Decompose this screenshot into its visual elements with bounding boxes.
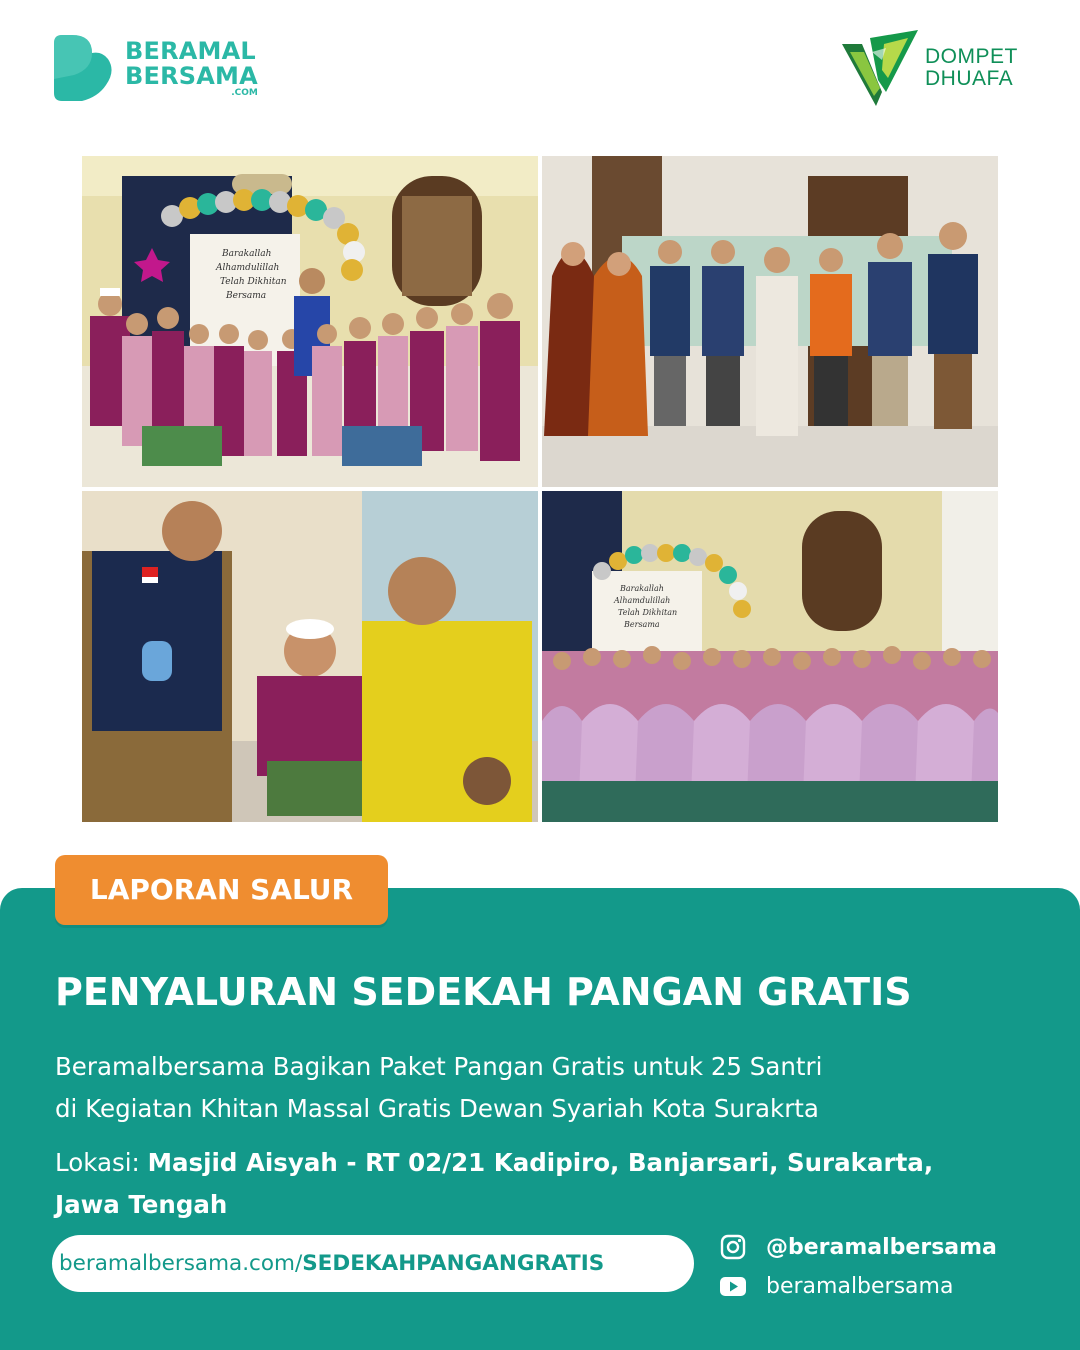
photo-children-group-mosque bbox=[82, 156, 538, 487]
page-title: PENYALURAN SEDEKAH PANGAN GRATIS bbox=[55, 970, 912, 1014]
description bbox=[55, 1046, 1045, 1130]
location-value-line-1: Masjid Aisyah - RT 02/21 Kadipiro, Banjarsari, Surakarta, bbox=[147, 1148, 934, 1177]
youtube-icon bbox=[719, 1272, 747, 1300]
instagram-handle[interactable] bbox=[719, 1231, 997, 1263]
beramal-bersama-logo bbox=[54, 35, 258, 101]
location-label: Lokasi: bbox=[55, 1148, 148, 1177]
banner-text-4: Bersama bbox=[624, 620, 660, 629]
photo-children-and-women-group bbox=[542, 491, 998, 822]
logo-right-line-2: DHUAFA bbox=[925, 67, 1014, 90]
dompet-dhuafa-emblem-icon bbox=[842, 30, 922, 106]
location bbox=[55, 1142, 1065, 1226]
banner-text-3: Telah Dikhitan bbox=[618, 608, 678, 617]
logo-line-3: .COM bbox=[231, 88, 258, 98]
small-child bbox=[463, 757, 511, 805]
photo-collage bbox=[82, 156, 998, 822]
dompet-dhuafa-logo bbox=[842, 30, 1018, 106]
instagram-icon bbox=[719, 1233, 747, 1261]
banner-text-2: Alhamdulillah bbox=[216, 263, 280, 273]
logo-right-line-1: DOMPET bbox=[925, 45, 1018, 68]
banner-text-4: Bersama bbox=[226, 291, 267, 301]
report-badge: LAPORAN SALUR bbox=[55, 855, 388, 925]
logo-line-1: BERAMAL bbox=[125, 37, 256, 65]
link-base: beramalbersama.com/ bbox=[59, 1251, 303, 1276]
banner-text-1: Barakallah bbox=[222, 249, 272, 259]
campaign-link[interactable] bbox=[52, 1235, 694, 1292]
youtube-handle[interactable] bbox=[719, 1270, 953, 1302]
banner-text-1: Barakallah bbox=[620, 584, 664, 593]
link-path: SEDEKAHPANGANGRATIS bbox=[302, 1251, 605, 1276]
banner-text-3: Telah Dikhitan bbox=[220, 277, 287, 287]
youtube-handle-text: beramalbersama bbox=[766, 1273, 954, 1299]
description-line-1: Beramalbersama Bagikan Paket Pangan Gratis untuk 25 Santri bbox=[55, 1052, 823, 1081]
photo-volunteer-with-child bbox=[82, 491, 538, 822]
instagram-handle-text: @beramalbersama bbox=[766, 1234, 997, 1260]
heart-logo-icon bbox=[54, 35, 114, 101]
thumbs-up-glove bbox=[142, 641, 172, 681]
location-value-line-2: Jawa Tengah bbox=[55, 1190, 228, 1219]
women-front-row bbox=[542, 704, 998, 822]
photo-volunteers-group bbox=[542, 156, 998, 487]
logo-line-2: BERSAMA bbox=[125, 62, 258, 90]
description-line-2: di Kegiatan Khitan Massal Gratis Dewan Syariah Kota Surakrta bbox=[55, 1094, 819, 1123]
banner-text-2: Alhamdulillah bbox=[614, 596, 671, 605]
